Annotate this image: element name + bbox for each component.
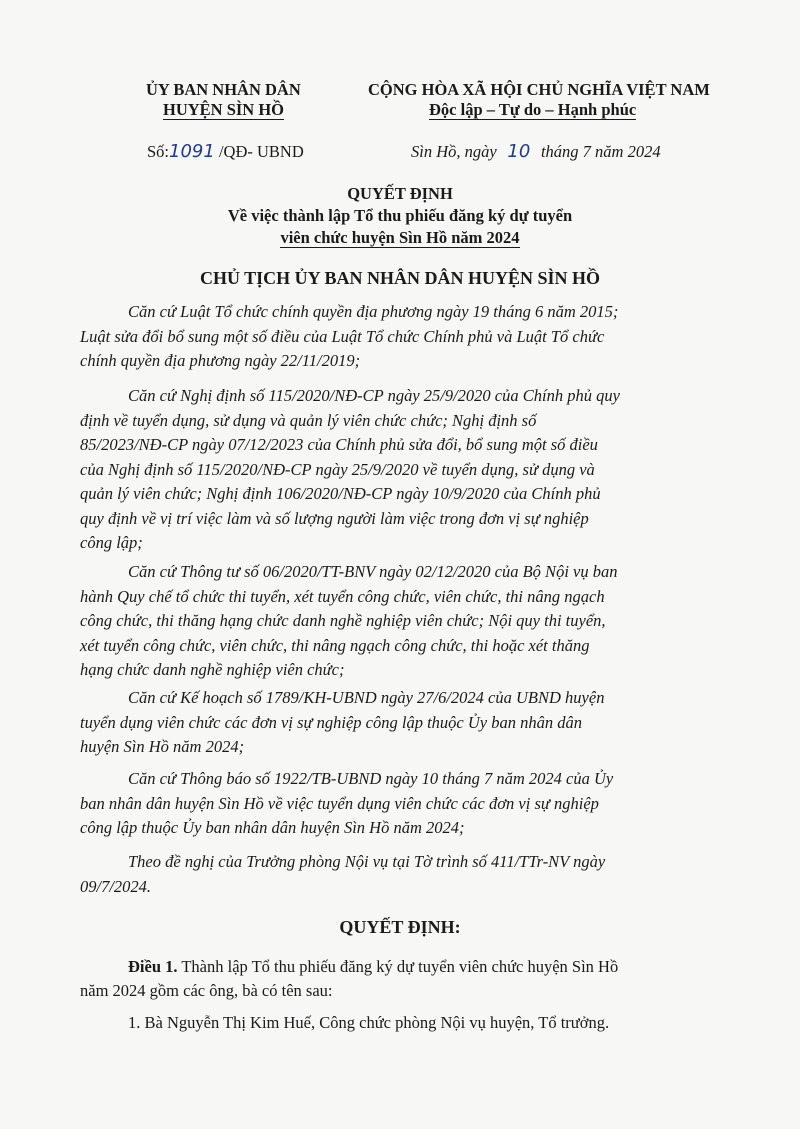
article-1-label: Điều 1.	[128, 957, 178, 976]
nation-motto	[429, 100, 636, 120]
issuing-authority: CHỦ TỊCH ỦY BAN NHÂN DÂN HUYỆN SÌN HỒ	[199, 268, 601, 288]
preamble-paragraph-3: Căn cứ Thông tư số 06/2020/TT-BNV ngày 02/12/2020 của Bộ Nội vụ ban hành Quy chế tổ chức thi tuyển, xét tuyển công chức, viên chức, thi nâng ngạch công chức, thi thăng hạng chức danh nghề nghiệp viên chức; Nội quy thi tuyển, xét tuyển công chức, viên chức, thi nâng ngạch công chức, thi hoặc xét thăng hạng chức danh nghề nghiệp viên chức;	[80, 562, 618, 679]
article-1-item-1: 1. Bà Nguyễn Thị Kim Huế, Công chức phòng Nội vụ huyện, Tổ trưởng.	[128, 1013, 610, 1032]
preamble-paragraph-1: Căn cứ Luật Tổ chức chính quyền địa phương ngày 19 tháng 6 năm 2015; Luật sửa đổi bổ sung một số điều của Luật Tổ chức Chính phủ và Luật Tổ chức chính quyền địa phương ngày 22/11/2019;	[80, 302, 619, 370]
nation-title: CỘNG HÒA XÃ HỘI CHỦ NGHĨA VIỆT NAM	[368, 80, 710, 99]
document-subject-line1: Về việc thành lập Tổ thu phiếu đăng ký dự tuyển	[227, 206, 573, 225]
preamble-paragraph-2: Căn cứ Nghị định số 115/2020/NĐ-CP ngày 25/9/2020 của Chính phủ quy định về tuyển dụng, sử dụng và quản lý viên chức chức; Nghị định số 85/2023/NĐ-CP ngày 07/12/2023 của Chính phủ sửa đổi, bổ sung một số điều của Nghị định số 115/2020/NĐ-CP ngày 25/9/2020 về tuyển dụng, sử dụng và quản lý viên chức; Nghị định 106/2020/NĐ-CP ngày 10/9/2020 của Chính phủ quy định về vị trí việc làm và số lượng người làm việc trong đơn vị sự nghiệp công lập;	[80, 386, 620, 552]
issuer-name-underlined: HUYỆN SÌN HỒ	[163, 100, 285, 119]
handwritten-number: 1091	[169, 141, 215, 162]
issuer-line2	[163, 100, 284, 120]
nation-motto-underlined: Độc lập – Tự do – Hạnh phúc	[429, 100, 637, 119]
handwritten-day: 10	[507, 141, 531, 162]
article-1-line2: năm 2024 gồm các ông, bà có tên sau:	[80, 981, 333, 1000]
preamble-paragraph-4: Căn cứ Kế hoạch số 1789/KH-UBND ngày 27/6/2024 của UBND huyện tuyển dụng viên chức các đơn vị sự nghiệp công lập thuộc Ủy ban nhân dân huyện Sìn Hồ năm 2024;	[80, 688, 605, 756]
document-title: QUYẾT ĐỊNH	[347, 184, 453, 203]
article-1-line1: Điều 1. Thành lập Tổ thu phiếu đăng ký dự tuyển viên chức huyện Sìn Hồ	[128, 957, 619, 976]
article-1	[80, 955, 733, 1035]
decision-heading: QUYẾT ĐỊNH:	[339, 917, 461, 937]
preamble-paragraph-6: Theo đề nghị của Trưởng phòng Nội vụ tại Tờ trình số 411/TTr-NV ngày 09/7/2024.	[80, 852, 606, 896]
preamble-paragraph-5: Căn cứ Thông báo số 1922/TB-UBND ngày 10 tháng 7 năm 2024 của Ủy ban nhân dân huyện Sìn Hồ về việc tuyển dụng viên chức các đơn vị sự nghiệp công lập thuộc Ủy ban nhân dân huyện Sìn Hồ năm 2024;	[80, 769, 614, 837]
issuer-line1: ỦY BAN NHÂN DÂN	[146, 80, 301, 99]
document-subject-line2: viên chức huyện Sìn Hồ năm 2024	[280, 228, 520, 247]
document-number: Số:1091 /QĐ- UBND	[147, 141, 304, 162]
document-date: Sìn Hồ, ngày 10 tháng 7 năm 2024	[411, 141, 661, 162]
